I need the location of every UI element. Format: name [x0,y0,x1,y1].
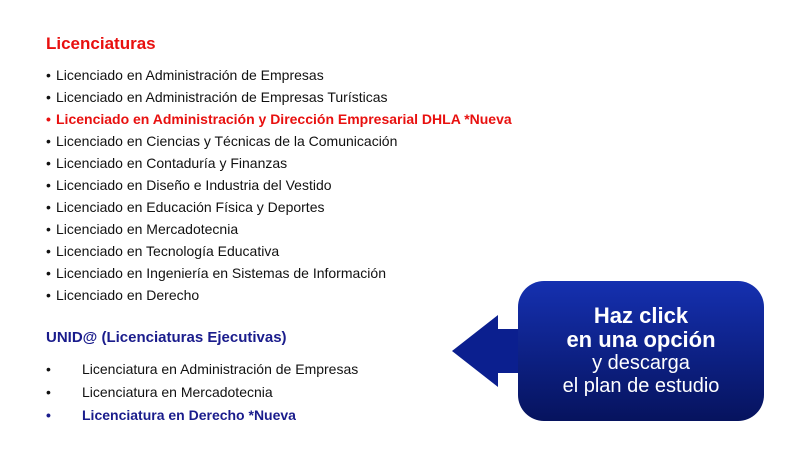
licenciaturas-title: Licenciaturas [46,34,156,53]
licenciatura-item[interactable] [46,87,512,109]
licenciatura-item[interactable] [46,131,512,153]
callout-line-4: el plan de estudio [562,375,720,397]
licenciatura-item[interactable] [46,153,512,175]
licenciatura-item[interactable] [46,65,512,87]
bullet-icon: • [46,407,51,423]
unid-item-label: Licenciatura en Administración de Empresas [82,361,359,377]
licenciatura-item-label: Licenciado en Ciencias y Técnicas de la Comunicación [56,133,398,149]
callout-line-1: Haz click [593,303,689,328]
unid-list [46,359,358,428]
unid-item[interactable] [46,359,358,382]
unid-item-label: Licenciatura en Mercadotecnia [82,384,273,400]
unid-item[interactable] [46,382,358,405]
click-callout [452,281,764,421]
licenciatura-item[interactable] [46,263,512,285]
licenciatura-item-label: Licenciado en Ingeniería en Sistemas de Información [56,265,386,281]
licenciatura-item-label: Licenciado en Contaduría y Finanzas [56,155,288,171]
licenciatura-item[interactable] [46,219,512,241]
unid-title: UNID@ (Licenciaturas Ejecutivas) [46,329,287,346]
licenciatura-item[interactable] [46,197,512,219]
licenciatura-item[interactable] [46,175,512,197]
bullet-icon: • [46,199,51,215]
bullet-icon: • [46,67,51,83]
bullet-icon: • [46,89,51,105]
unid-item-label: Licenciatura en Derecho *Nueva [82,407,296,423]
bullet-icon: • [46,384,51,400]
licenciatura-item-label: Licenciado en Educación Física y Deportes [56,199,325,215]
licenciatura-item-label: Licenciado en Administración y Dirección Empresarial DHLA *Nueva [56,111,512,127]
licenciatura-item[interactable] [46,285,512,307]
bullet-icon: • [46,243,51,259]
licenciatura-item-label: Licenciado en Diseño e Industria del Vestido [56,177,332,193]
callout-line-3: y descarga [592,352,690,374]
bullet-icon: • [46,287,51,303]
bullet-icon: • [46,221,51,237]
bullet-icon: • [46,177,51,193]
unid-item[interactable] [46,405,358,428]
bullet-icon: • [46,111,51,127]
callout-message [518,281,764,421]
licenciatura-item-label: Licenciado en Derecho [56,287,200,303]
licenciatura-item-label: Licenciado en Mercadotecnia [56,221,239,237]
callout-line-2: en una opción [566,327,716,352]
bullet-icon: • [46,361,51,377]
licenciaturas-list [46,65,512,307]
licenciatura-item-label: Licenciado en Administración de Empresas Turísticas [56,89,388,105]
bullet-icon: • [46,133,51,149]
licenciatura-item[interactable] [46,109,512,131]
bullet-icon: • [46,155,51,171]
bullet-icon: • [46,265,51,281]
licenciatura-item-label: Licenciado en Tecnología Educativa [56,243,280,259]
licenciatura-item-label: Licenciado en Administración de Empresas [56,67,324,83]
licenciatura-item[interactable] [46,241,512,263]
